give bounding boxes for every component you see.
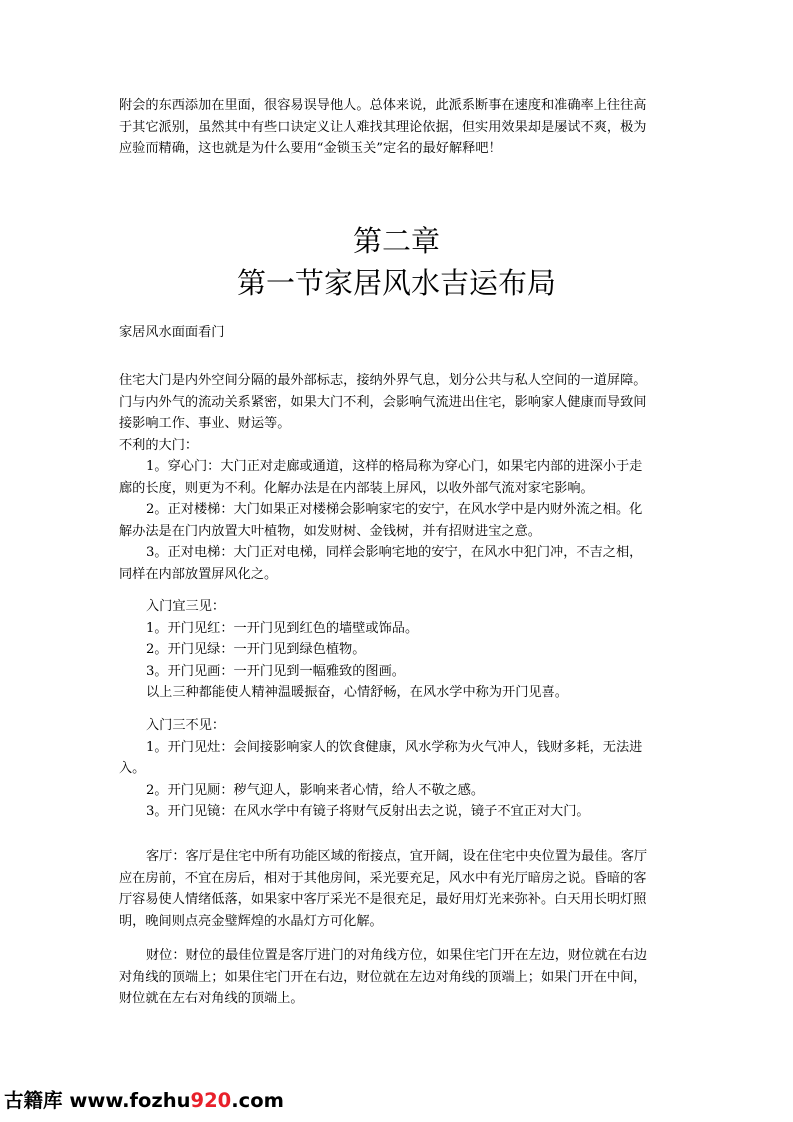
living-room-paragraph — [119, 846, 675, 932]
site-watermark — [4, 1086, 284, 1116]
living-room-line: 应在房前，不宜在房后，相对于其他房间，采光要充足，风水中有光厅暗房之说。昏暗的客 — [119, 870, 647, 886]
site-name: 古籍库 — [4, 1089, 63, 1112]
three-good-item: 1。开门见红：一开门见到红色的墙壁或饰品。 — [146, 620, 419, 636]
door-line: 门与内外气的流动关系紧密，如果大门不利，会影响气流进出住宅，影响家人健康而导致间 — [119, 394, 647, 410]
three-bad-item: 1。开门见灶：会间接影响家人的饮食健康，风水学称为火气冲人，钱财多耗，无法进 — [146, 739, 643, 755]
three-bad-item: 2。开门见厕：秽气迎人，影响来者心情，给人不敬之感。 — [146, 782, 485, 798]
living-room-line: 厅容易使人情绪低落，如果家中客厅采光不是很充足，最好用灯光来弥补。白天用长明灯照 — [119, 892, 647, 907]
bad-item-1-line: 1。穿心门：大门正对走廊或通道，这样的格局称为穿心门，如果宅内部的进深小于走 — [146, 459, 643, 474]
subheading-text: 家居风水面面看门 — [119, 325, 225, 340]
three-good-summary: 以上三种都能使人精神温暖振奋，心情舒畅，在风水学中称为开门见喜。 — [146, 685, 568, 700]
site-url-prefix: www.fozhu — [69, 1089, 191, 1112]
wealth-line: 财位：财位的最佳位置是客厅进门的对角线方位，如果住宅门开在左边，财位就在右边 — [146, 948, 648, 963]
intro-line: 于其它派别，虽然其中有些口诀定义让人难找其理论依据，但实用效果却是屡试不爽，极为 — [119, 119, 647, 135]
bad-item-2-line: 解办法是在门内放置大叶植物，如发财树、金钱树，并有招财进宝之意。 — [119, 523, 541, 539]
bad-door-heading: 不利的大门： — [119, 437, 199, 453]
bad-item-2-line: 2。正对楼梯：大门如果正对楼梯会影响家宅的安宁，在风水学中是内财外流之相。化 — [146, 502, 643, 517]
three-bad-heading: 入门三不见： — [146, 718, 226, 733]
three-good-item: 2。开门见绿：一开门见到绿色植物。 — [146, 642, 366, 657]
bad-item-3-line: 3。正对电梯：大门正对电梯，同样会影响宅地的安宁，在风水中犯门冲，不吉之相， — [146, 545, 643, 560]
three-good-heading: 入门宜三见： — [146, 599, 226, 614]
living-room-line: 明，晚间则点亮金璧辉煌的水晶灯方可化解。 — [119, 913, 383, 929]
intro-line: 应验而精确，这也就是为什么要用“金锁玉关”定名的最好解释吧！ — [119, 141, 502, 156]
door-line: 接影响工作、事业、财运等。 — [119, 416, 291, 431]
three-bad-section — [119, 715, 675, 823]
wealth-paragraph — [119, 945, 675, 1010]
intro-line: 附会的东西添加在里面，很容易误导他人。总体来说，此派系断事在速度和准确率上往往高 — [119, 98, 647, 113]
subheading — [119, 322, 675, 344]
door-paragraph — [119, 370, 675, 585]
intro-paragraph — [119, 95, 675, 160]
living-room-line: 客厅：客厅是住宅中所有功能区域的衔接点，宜开阔，设在住宅中央位置为最佳。客厅 — [146, 849, 648, 864]
three-bad-item: 3。开门见镜：在风水学中有镜子将财气反射出去之说，镜子不宜正对大门。 — [146, 804, 590, 819]
wealth-line: 对角线的顶端上；如果住宅门开在右边，财位就在左边对角线的顶端上；如果门开在中间， — [119, 969, 647, 985]
bad-item-1-line: 廊的长度，则更为不利。化解办法是在内部装上屏风，以收外部气流对家宅影响。 — [119, 480, 594, 496]
three-good-section — [119, 596, 675, 704]
three-good-item: 3。开门见画：一开门见到一幅雅致的图画。 — [146, 663, 405, 679]
three-bad-item: 入。 — [119, 761, 146, 776]
section-title: 第一节家居风水吉运布局 — [236, 266, 556, 300]
wealth-line: 财位就在左右对角线的顶端上。 — [119, 991, 304, 1006]
chapter-title: 第二章 — [352, 224, 440, 258]
bad-item-3-line: 同样在内部放置屏风化之。 — [119, 566, 278, 582]
site-url-suffix: .com — [231, 1089, 284, 1112]
site-url-number: 920 — [190, 1089, 232, 1112]
door-line: 住宅大门是内外空间分隔的最外部标志，接纳外界气息，划分公共与私人空间的一道屏障。 — [119, 373, 647, 388]
